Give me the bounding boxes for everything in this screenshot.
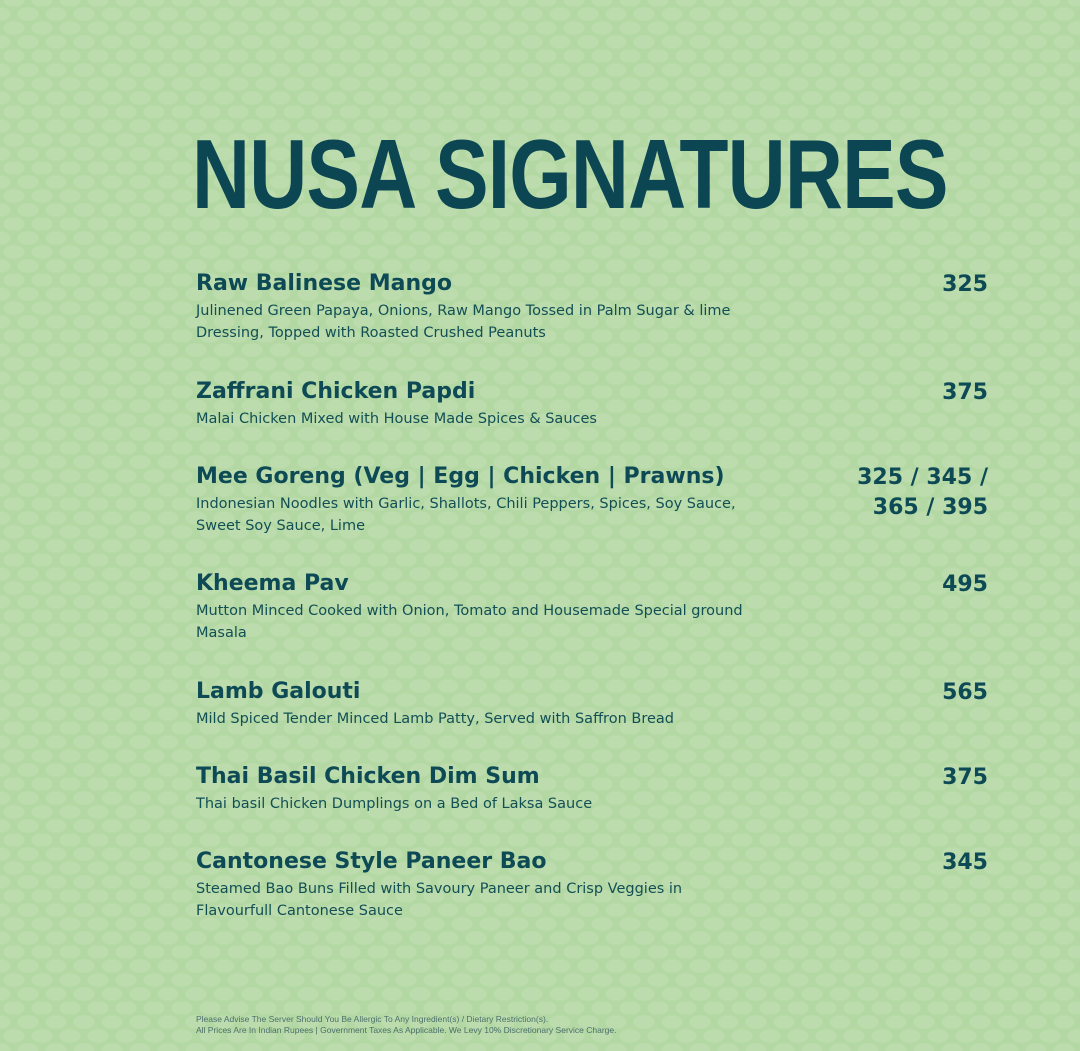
item-price: 345 <box>942 850 988 875</box>
menu-item-raw-balinese-mango <box>196 270 990 344</box>
item-description: Indonesian Noodles with Garlic, Shallots, Chili Peppers, Spices, Soy Sauce, Sweet Soy Sauce, Lime <box>196 496 736 534</box>
item-description: Mutton Minced Cooked with Onion, Tomato and Housemade Special ground Masala <box>196 603 743 641</box>
item-price: 495 <box>942 572 988 597</box>
item-name: Thai Basil Chicken Dim Sum <box>196 764 540 789</box>
item-name: Kheema Pav <box>196 571 349 596</box>
footer-note <box>196 1014 756 1036</box>
item-price-line-1: 325 / 345 / <box>857 465 988 490</box>
item-price: 375 <box>942 765 988 790</box>
item-description: Malai Chicken Mixed with House Made Spices & Sauces <box>196 411 597 427</box>
item-description: Thai basil Chicken Dumplings on a Bed of Laksa Sauce <box>196 796 593 812</box>
item-name: Raw Balinese Mango <box>196 271 452 296</box>
menu-item-kheema-pav <box>196 570 990 644</box>
menu-item-cantonese-style-paneer-bao <box>196 848 990 922</box>
item-price: 325 <box>942 272 988 297</box>
item-name: Mee Goreng (Veg | Egg | Chicken | Prawns) <box>196 464 725 489</box>
menu-item-thai-basil-chicken-dim-sum <box>196 763 990 815</box>
menu-title: NUSA SIGNATURES <box>192 119 948 229</box>
item-price <box>857 463 988 523</box>
item-name: Cantonese Style Paneer Bao <box>196 849 547 874</box>
item-description: Steamed Bao Buns Filled with Savoury Paneer and Crisp Veggies in Flavourfull Cantonese Sauce <box>196 881 683 919</box>
item-description: Julinened Green Papaya, Onions, Raw Mango Tossed in Palm Sugar & lime Dressing, Topped with Roasted Crushed Peanuts <box>196 303 731 341</box>
item-price: 375 <box>942 380 988 405</box>
footer-pricing-note: All Prices Are In Indian Rupees | Government Taxes As Applicable. We Levy 10% Discretionary Service Charge. <box>196 1025 617 1035</box>
item-price: 565 <box>942 680 988 705</box>
menu-item-mee-goreng <box>196 463 990 537</box>
footer-allergy-note: Please Advise The Server Should You Be Allergic To Any Ingredient(s) / Dietary Restriction(s). <box>196 1014 549 1024</box>
item-description: Mild Spiced Tender Minced Lamb Patty, Served with Saffron Bread <box>196 711 674 727</box>
item-name: Zaffrani Chicken Papdi <box>196 379 476 404</box>
item-name: Lamb Galouti <box>196 679 361 704</box>
item-price-line-2: 365 / 395 <box>872 495 988 520</box>
menu-item-lamb-galouti <box>196 678 990 730</box>
menu-item-zaffrani-chicken-papdi <box>196 378 990 430</box>
